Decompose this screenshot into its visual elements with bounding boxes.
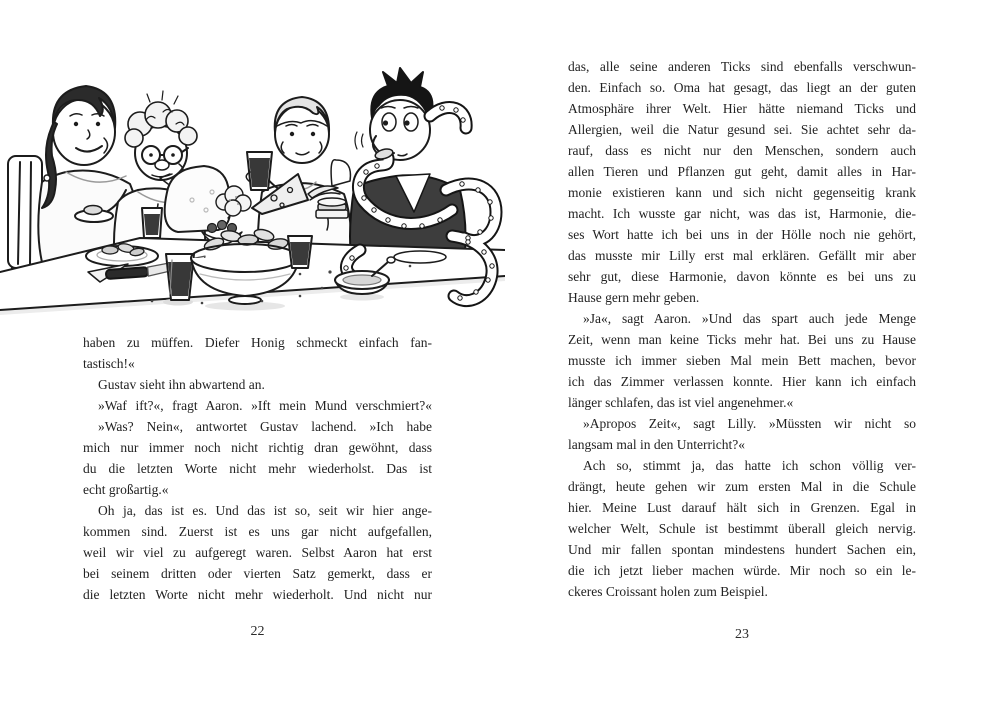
text-line: das musste mir Lilly erst mal erklären. Gefällt mir aber: [568, 248, 916, 263]
text-line: ses Wort hatte ich bei uns in der Hölle noch nie gehört,: [568, 227, 916, 242]
text-line: haben zu müffen. Diefer Honig schmeckt einfach fan-: [83, 335, 432, 350]
text-line: sehr gut, diese Harmonie, davon könnte es bei uns zu: [568, 269, 916, 284]
text-line: Allergien, weil die Natur gesund sei. Sie achtet sehr da-: [568, 122, 916, 137]
text-line: das, alle seine anderen Ticks sind ebenfalls verschwun-: [568, 59, 916, 74]
text-line: allen Tieren und Pflanzen gut geht, damit alles in Har-: [568, 164, 916, 179]
left-page-text: [83, 332, 432, 605]
page-number-left: 22: [250, 624, 265, 639]
glass-right: [288, 236, 312, 268]
text-line: ckeres Croissant holen zum Beispiel.: [568, 584, 768, 599]
text-line: bei seinem dritten oder vierten Satz gemerkt, dass er: [83, 566, 432, 581]
text-line: monie existieren kann und sich nicht gegenseitig krank: [568, 185, 916, 200]
sandwich: [316, 198, 348, 218]
text-line: ich das Zimmer verlassen konnte. Hier kann ich einfach: [568, 374, 916, 389]
family-meal-illustration: [0, 60, 505, 322]
text-line: Zeit, wenn man keine Ticks mehr hat. Bei uns zu Hause: [568, 332, 916, 347]
text-line: drängt, heute gehen wir zum ersten Mal in die Schule: [568, 479, 916, 494]
text-line: musste ich immer sieben Mal mein Bett machen, bevor: [568, 353, 916, 368]
text-line: rauf, dass es nicht nur den Menschen, sondern auch: [568, 143, 916, 158]
text-line: länger schlafen, das ist viel angenehmer.«: [568, 395, 794, 410]
text-line: langsam mal in den Unterricht?«: [568, 437, 745, 452]
right-page-text: [568, 56, 916, 602]
text-line: macht. Ich wusste gar nicht, was das ist, Harmonie, die-: [568, 206, 916, 221]
glass-back: [142, 208, 162, 238]
text-line: weil wir viel zu aufgeregt waren. Selbst Aaron hat erst: [83, 545, 432, 560]
glass-front: [166, 254, 194, 300]
text-line: den. Einfach so. Oma hat gesagt, das liegt an der guten: [568, 80, 916, 95]
text-line: kommen sind. Zuerst ist es uns gar nicht aufgefallen,: [83, 524, 432, 539]
text-line: tastisch!«: [83, 356, 135, 371]
text-line: »Was? Nein«, antwortet Gustav lachend. »Ich habe: [98, 419, 432, 434]
text-line: Hause gern mehr geben.: [568, 290, 700, 305]
text-line: Oh ja, das ist es. Und das ist so, seit wir hier ange-: [98, 503, 432, 518]
tentacle-boy-figure: [331, 68, 465, 274]
plate: [394, 251, 446, 263]
text-line: Atmosphäre ihrer Welt. Hier hätte niemand Ticks und: [568, 101, 916, 116]
text-line: »Ja«, sagt Aaron. »Und das spart auch jede Menge: [583, 311, 916, 326]
text-line: Und mir fallen spontan mindestens hundert Sachen ein,: [568, 542, 916, 557]
text-line: du die letzten Worte nicht mehr wiederholst. Das ist: [83, 461, 432, 476]
text-line: Ach so, stimmt ja, das hatte ich schon völlig ver-: [583, 458, 916, 473]
juice-glass-raised: [246, 152, 272, 190]
page-number-right: 23: [735, 627, 749, 642]
text-line: echt großartig.«: [83, 482, 169, 497]
text-line: »Apropos Zeit«, sagt Lilly. »Müssten wir nicht so: [583, 416, 916, 431]
text-line: welcher Welt, Schule ist bestimmt überall gleich nervig.: [568, 521, 916, 536]
text-line: hier. Meine Lust darauf hält sich in Grenzen. Egal in: [568, 500, 916, 515]
text-line: die ich jetzt lieber machen würde. Mir noch so ein le-: [568, 563, 916, 578]
text-line: mich nur immer noch nicht richtig dran gewöhnt, dass: [83, 440, 432, 455]
text-line: Gustav sieht ihn abwartend an.: [98, 377, 265, 392]
text-line: die letzten Worte nicht mehr wiederholt. Und nicht nur: [83, 587, 432, 602]
text-line: »Waf ift?«, fragt Aaron. »Ift mein Mund verschmiert?«: [98, 398, 432, 413]
